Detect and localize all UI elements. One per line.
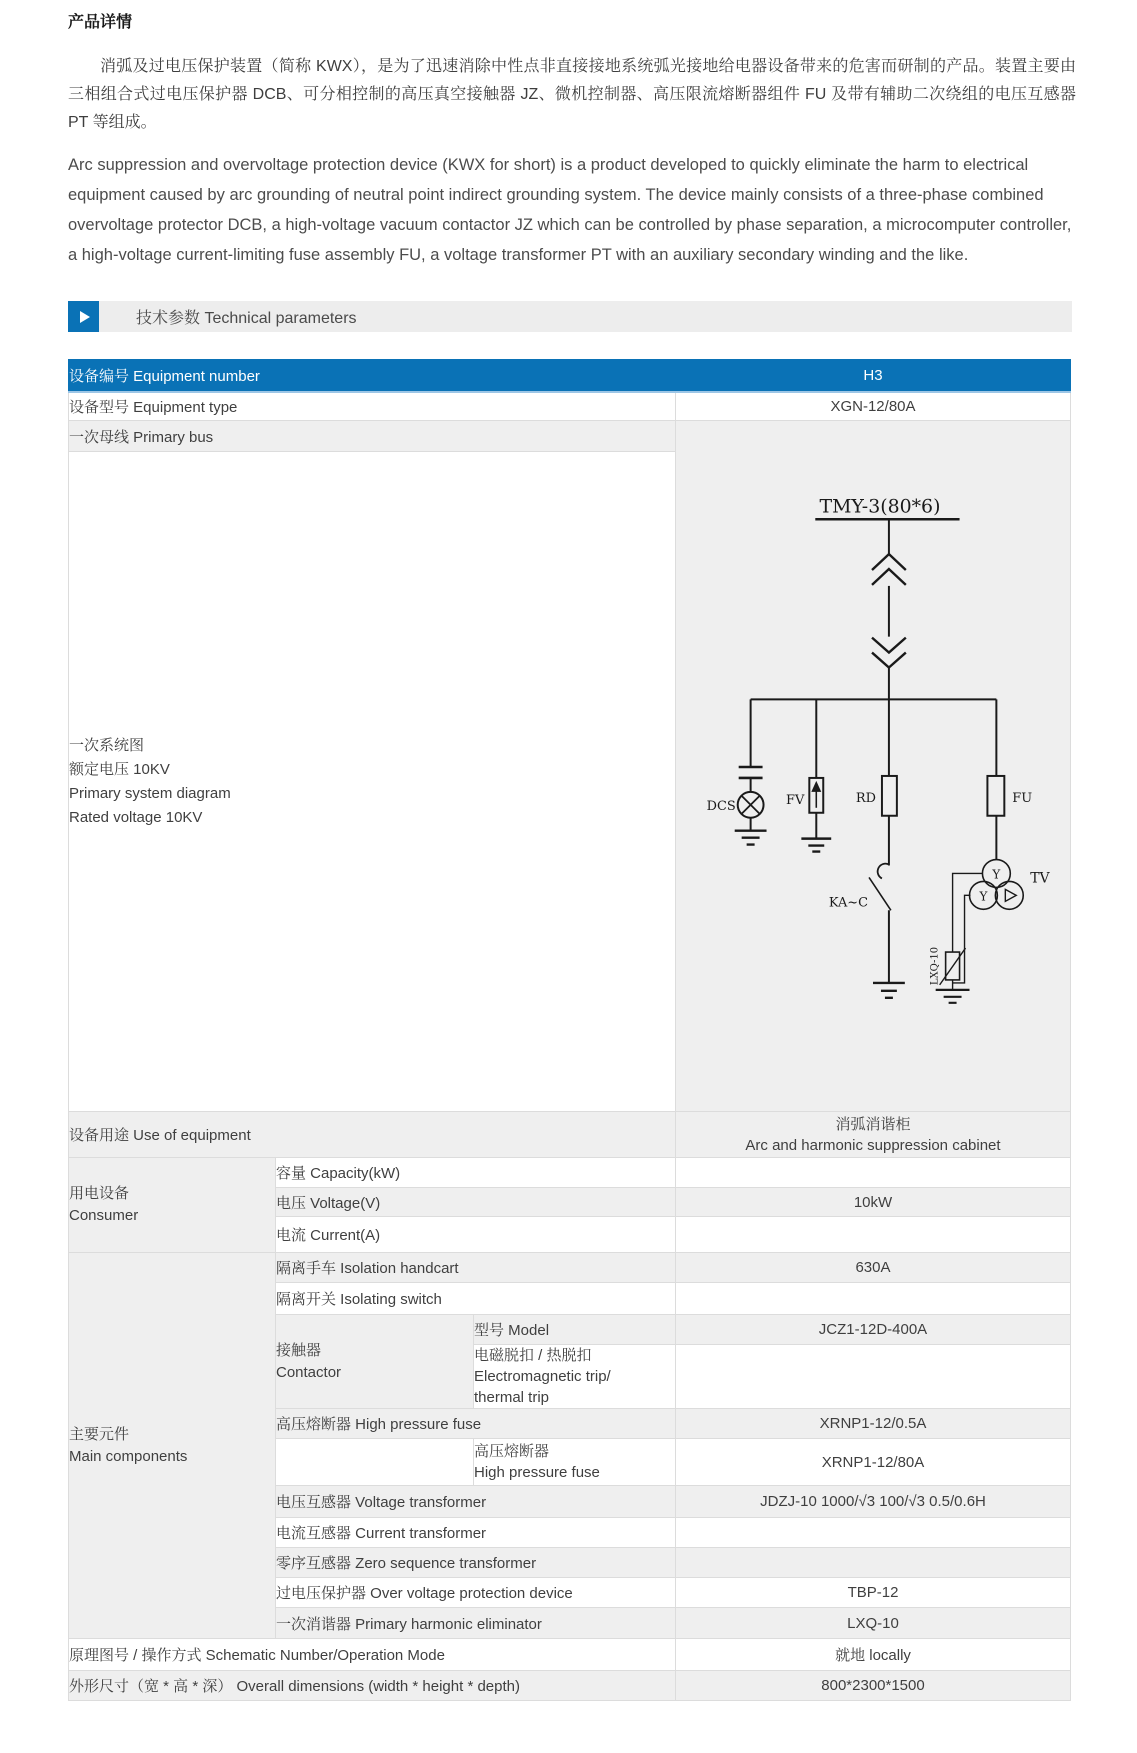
high-pressure-fuse-2-label-en: High pressure fuse — [474, 1464, 600, 1481]
primary-system-diagram-cell — [676, 421, 1071, 1112]
primary-system-line1: 一次系统图 — [69, 736, 145, 754]
contactor-group-zh: 接触器 — [276, 1341, 322, 1359]
equipment-type-label: 设备型号 Equipment type — [69, 392, 676, 421]
current-label: 电流 Current(A) — [276, 1217, 676, 1253]
use-of-equipment-value — [676, 1112, 1071, 1158]
isolating-switch-label: 隔离开关 Isolating switch — [276, 1283, 676, 1315]
contactor-group-en: Contactor — [276, 1363, 342, 1381]
high-pressure-fuse-2-empty-cell — [276, 1439, 474, 1486]
main-components-group-en: Main components — [69, 1447, 188, 1465]
primary-system-diagram — [676, 421, 1069, 1111]
section-title: 技术参数 Technical parameters — [136, 310, 357, 327]
diagram-bus-label: TMY-3(80*6) — [819, 495, 941, 518]
equipment-type-value: XGN-12/80A — [676, 392, 1071, 421]
current-transformer-label: 电流互感器 Current transformer — [276, 1518, 676, 1548]
capacity-value — [676, 1158, 1071, 1188]
diagram-label-lxq: LXQ-10 — [929, 946, 941, 986]
table-row-schematic-mode — [69, 1639, 1071, 1671]
overall-dimensions-label: 外形尺寸（宽 * 高 * 深） Overall dimensions (width * height * depth) — [69, 1671, 676, 1701]
contactor-icon — [878, 864, 889, 879]
consumer-group-zh: 用电设备 — [69, 1185, 130, 1202]
voltage-value: 10kW — [676, 1188, 1071, 1217]
use-of-equipment-value-zh: 消弧消谐柜 — [835, 1115, 911, 1133]
contactor-trip-value — [676, 1345, 1071, 1409]
contactor-model-value: JCZ1-12D-400A — [676, 1315, 1071, 1345]
overvoltage-protection-label: 过电压保护器 Over voltage protection device — [276, 1578, 676, 1608]
current-value — [676, 1217, 1071, 1253]
primary-bus-label: 一次母线 Primary bus — [69, 421, 676, 452]
ground-icon — [735, 831, 767, 845]
high-pressure-fuse-2-value: XRNP1-12/80A — [676, 1439, 1071, 1486]
high-pressure-fuse-1-value: XRNP1-12/0.5A — [676, 1409, 1071, 1439]
high-pressure-fuse-1-label: 高压熔断器 High pressure fuse — [276, 1409, 676, 1439]
use-of-equipment-value-en: Arc and harmonic suppression cabinet — [745, 1136, 1001, 1154]
open-delta-icon — [1005, 889, 1016, 901]
isolating-switch-value — [676, 1283, 1071, 1315]
fuse-icon — [987, 776, 1004, 816]
diagram-label-tv: TV — [1030, 870, 1050, 887]
drawout-contact-down-icon — [872, 638, 906, 653]
isolation-handcart-value: 630A — [676, 1253, 1071, 1283]
tv-winding-top: Y — [992, 867, 1001, 882]
voltage-transformer-value: JDZJ-10 1000/√3 100/√3 0.5/0.6H — [676, 1486, 1071, 1518]
technical-parameters-table — [68, 359, 1071, 1701]
equipment-number-value: H3 — [676, 360, 1071, 392]
current-transformer-value — [676, 1518, 1071, 1548]
capacity-label: 容量 Capacity(kW) — [276, 1158, 676, 1188]
fuse-icon — [882, 776, 897, 816]
ground-icon — [936, 990, 970, 1003]
overall-dimensions-value: 800*2300*1500 — [676, 1671, 1071, 1701]
diagram-label-ka: KA~C — [828, 895, 869, 911]
diagram-label-fu: FU — [1012, 790, 1033, 806]
high-pressure-fuse-2-label — [474, 1439, 676, 1486]
table-row-use-of-equipment — [69, 1112, 1071, 1158]
section-header — [68, 301, 1072, 332]
diagram-label-rd: RD — [855, 790, 876, 806]
primary-system-label — [69, 452, 676, 1112]
table-row-equipment-number — [69, 360, 1071, 392]
table-row-capacity — [69, 1158, 1071, 1188]
schematic-mode-value: 就地 locally — [676, 1639, 1071, 1671]
primary-harmonic-eliminator-value: LXQ-10 — [676, 1608, 1071, 1639]
equipment-number-label: 设备编号 Equipment number — [69, 360, 676, 392]
primary-system-line4: Rated voltage 10KV — [69, 808, 203, 826]
contactor-trip-label-en2: thermal trip — [474, 1389, 550, 1406]
contactor-trip-label-zh: 电磁脱扣 / 热脱扣 — [474, 1347, 592, 1364]
main-components-group-zh: 主要元件 — [69, 1425, 130, 1443]
primary-system-line2: 额定电压 10KV — [69, 760, 170, 778]
table-row-primary-bus — [69, 421, 1071, 452]
diagram-label-fv: FV — [786, 792, 805, 808]
consumer-group-en: Consumer — [69, 1207, 139, 1224]
page-title: 产品详情 — [68, 14, 133, 31]
overvoltage-protection-value: TBP-12 — [676, 1578, 1071, 1608]
play-triangle-icon — [68, 301, 99, 332]
schematic-mode-label: 原理图号 / 操作方式 Schematic Number/Operation Mode — [69, 1639, 676, 1671]
intro-paragraph-en: Arc suppression and overvoltage protection device (KWX for short) is a product developed to quickly eliminate the harm to electrical equipment caused by arc grounding of neutral point indirect grounding system. The device mainly consists of a three-phase combined overvoltage protector DCB, a high-voltage vacuum contactor JZ which can be controlled by phase separation, a microcomputer controller, a high-voltage current-limiting fuse assembly FU, a voltage transformer PT with an auxiliary secondary winding and the like. — [68, 156, 1072, 264]
main-components-group-cell — [69, 1253, 276, 1639]
isolation-handcart-label: 隔离手车 Isolation handcart — [276, 1253, 676, 1283]
voltage-transformer-label: 电压互感器 Voltage transformer — [276, 1486, 676, 1518]
table-row-overall-dimensions — [69, 1671, 1071, 1701]
page-content — [68, 0, 1076, 1701]
contactor-trip-label-en1: Electromagnetic trip/ — [474, 1368, 611, 1385]
contactor-trip-label — [474, 1345, 676, 1409]
voltage-label: 电压 Voltage(V) — [276, 1188, 676, 1217]
table-row-isolation-handcart — [69, 1253, 1071, 1283]
primary-system-line3: Primary system diagram — [69, 784, 231, 802]
zero-sequence-transformer-label: 零序互感器 Zero sequence transformer — [276, 1548, 676, 1578]
table-row-equipment-type — [69, 392, 1071, 421]
zero-sequence-transformer-value — [676, 1548, 1071, 1578]
tv-winding-bottom-left: Y — [979, 889, 988, 904]
contactor-model-label: 型号 Model — [474, 1315, 676, 1345]
use-of-equipment-label: 设备用途 Use of equipment — [69, 1112, 676, 1158]
intro-paragraph-zh: 消弧及过电压保护装置（简称 KWX），是为了迅速消除中性点非直接接地系统弧光接地给电器设备带来的危害而研制的产品。装置主要由三相组合式过电压保护器 DCB、可分相控制的高压真空接触器 JZ、微机控制器、高压限流熔断器组件 FU 及带有辅助二次绕组的电压互感器 PT 等组成。 — [68, 58, 1076, 131]
ground-icon — [873, 983, 905, 998]
consumer-group-cell — [69, 1158, 276, 1253]
capacitor-icon — [739, 767, 763, 778]
ground-icon — [801, 839, 831, 852]
diagram-label-dcs: DCS — [706, 798, 736, 814]
contactor-group-cell — [276, 1315, 474, 1409]
high-pressure-fuse-2-label-zh: 高压熔断器 — [474, 1443, 550, 1460]
primary-harmonic-eliminator-label: 一次消谐器 Primary harmonic eliminator — [276, 1608, 676, 1639]
